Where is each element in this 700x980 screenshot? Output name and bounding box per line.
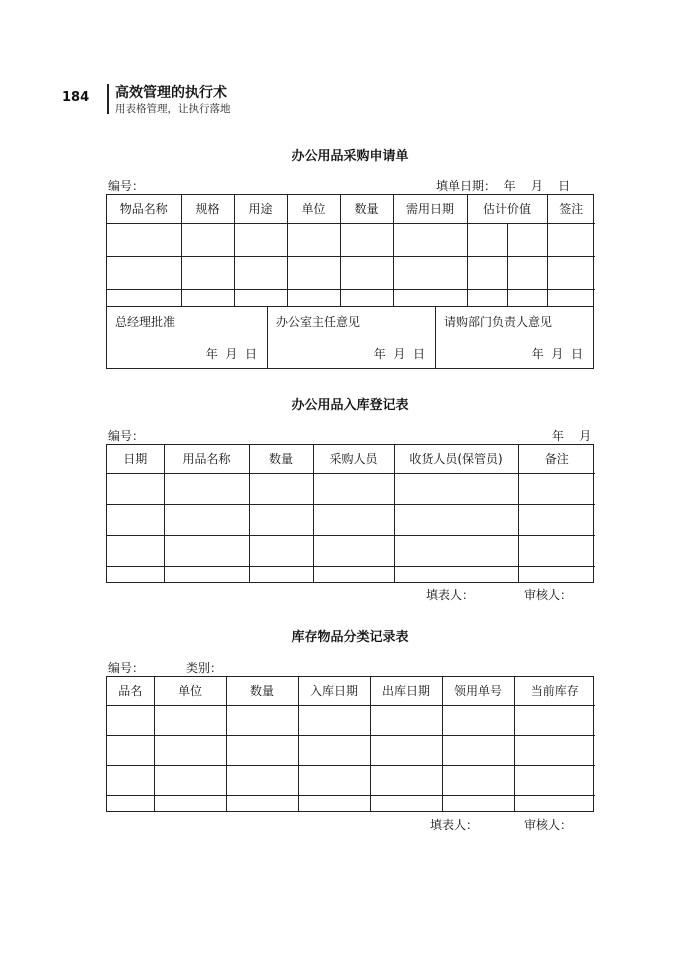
form2-cell[interactable] (518, 535, 595, 566)
form3-cell[interactable] (370, 766, 442, 796)
form3-col-header: 数量 (226, 677, 298, 705)
form1-col-header: 单位 (287, 195, 340, 223)
form1-cell[interactable] (234, 256, 287, 289)
form1-cell[interactable] (181, 289, 234, 306)
form2-col-header: 备注 (518, 445, 595, 473)
form3-col-header: 当前库存 (514, 677, 595, 705)
form1-col-header: 签注 (547, 195, 595, 223)
form2-cell[interactable] (313, 473, 394, 504)
form3-cell[interactable] (226, 766, 298, 796)
form1-cell[interactable] (507, 223, 547, 256)
approval-office-director[interactable] (268, 306, 436, 368)
form1-cell[interactable] (287, 256, 340, 289)
form2-cell[interactable] (164, 566, 249, 582)
form1-cell[interactable] (547, 289, 595, 306)
form2-col-header: 用品名称 (164, 445, 249, 473)
form3-cell[interactable] (370, 796, 442, 811)
form2-col-header: 日期 (107, 445, 164, 473)
form2-col-header: 数量 (249, 445, 313, 473)
form2-cell[interactable] (249, 504, 313, 535)
form1-date-label: 填单日期： 年 月 日 (436, 179, 571, 193)
form1-cell[interactable] (393, 289, 467, 306)
form3-header-row (107, 677, 595, 705)
form1-cell[interactable] (507, 256, 547, 289)
form3-blank-row (107, 735, 595, 765)
form1-cell[interactable] (467, 223, 507, 256)
form1-approval-section (106, 306, 594, 369)
form1-cell[interactable] (107, 223, 181, 256)
form3-cell[interactable] (226, 796, 298, 811)
form2-filler-label: 填表人： (426, 588, 475, 602)
form2-cell[interactable] (313, 535, 394, 566)
approval-date: 年 月 日 (205, 347, 257, 361)
book-subtitle: 用表格管理，让执行落地 (115, 103, 231, 115)
form1-table (106, 194, 594, 307)
form3-cell[interactable] (370, 705, 442, 735)
form3-category-label: 类别： (186, 661, 223, 675)
form2-cell[interactable] (394, 504, 518, 535)
form3-col-header: 出库日期 (370, 677, 442, 705)
form2-cell[interactable] (107, 473, 164, 504)
form2-blank-row (107, 473, 595, 504)
form1-cell[interactable] (287, 289, 340, 306)
form1-blank-row (107, 289, 595, 306)
form3-title: 库存物品分类记录表 (291, 630, 409, 645)
form3-cell[interactable] (370, 735, 442, 765)
form2-title: 办公用品入库登记表 (291, 398, 409, 413)
approval-department-head[interactable] (436, 306, 593, 368)
form1-cell[interactable] (340, 289, 393, 306)
form1-blank-row (107, 256, 595, 289)
form1-blank-row (107, 223, 595, 256)
form1-cell[interactable] (507, 289, 547, 306)
form2-cell[interactable] (249, 566, 313, 582)
form3-blank-row (107, 766, 595, 796)
form2-cell[interactable] (249, 535, 313, 566)
form2-cell[interactable] (394, 535, 518, 566)
form2-cell[interactable] (518, 473, 595, 504)
form3-reviewer-label: 审核人： (524, 818, 573, 832)
form1-cell[interactable] (181, 256, 234, 289)
form3-cell[interactable] (298, 766, 370, 796)
form2-blank-row (107, 566, 595, 582)
form1-col-header: 规格 (181, 195, 234, 223)
form1-cell[interactable] (340, 223, 393, 256)
form2-col-header: 收货人员(保管员) (394, 445, 518, 473)
form1-cell[interactable] (181, 223, 234, 256)
form1-col-header: 数量 (340, 195, 393, 223)
form3-cell[interactable] (154, 735, 226, 765)
form3-cell[interactable] (154, 705, 226, 735)
form2-cell[interactable] (107, 504, 164, 535)
form1-cell[interactable] (287, 223, 340, 256)
form1-cell[interactable] (393, 223, 467, 256)
form3-blank-row (107, 705, 595, 735)
page-number: 184 (62, 90, 90, 105)
form3-filler-label: 填表人： (430, 818, 479, 832)
approval-label: 请购部门负责人意见 (444, 315, 553, 329)
form3-col-header: 入库日期 (298, 677, 370, 705)
form1-title: 办公用品采购申请单 (291, 149, 409, 164)
form2-cell[interactable] (518, 566, 595, 582)
form2-cell[interactable] (107, 535, 164, 566)
form2-cell[interactable] (164, 504, 249, 535)
form2-cell[interactable] (313, 566, 394, 582)
form3-cell[interactable] (154, 796, 226, 811)
form3-cell[interactable] (154, 766, 226, 796)
form3-number-label: 编号： (108, 661, 145, 675)
form3-cell[interactable] (442, 735, 514, 765)
form2-col-header: 采购人员 (313, 445, 394, 473)
form2-blank-row (107, 504, 595, 535)
form1-cell[interactable] (467, 256, 507, 289)
form3-col-header: 单位 (154, 677, 226, 705)
form3-cell[interactable] (107, 735, 154, 765)
form1-cell[interactable] (547, 256, 595, 289)
form1-cell[interactable] (547, 223, 595, 256)
form3-cell[interactable] (514, 796, 595, 811)
form3-cell[interactable] (514, 735, 595, 765)
form3-cell[interactable] (107, 796, 154, 811)
form2-reviewer-label: 审核人： (524, 588, 573, 602)
header-divider (107, 84, 109, 114)
form1-header-row (107, 195, 595, 223)
form3-cell[interactable] (226, 735, 298, 765)
form3-cell[interactable] (298, 705, 370, 735)
form2-cell[interactable] (394, 473, 518, 504)
form2-header-row (107, 445, 595, 473)
form2-cell[interactable] (164, 535, 249, 566)
form3-cell[interactable] (107, 705, 154, 735)
form2-date-label: 年 月 (552, 429, 592, 443)
form2-cell[interactable] (107, 566, 164, 582)
form1-cell[interactable] (234, 223, 287, 256)
form1-cell[interactable] (107, 289, 181, 306)
form3-cell[interactable] (298, 735, 370, 765)
form3-cell[interactable] (107, 766, 154, 796)
form1-cell[interactable] (340, 256, 393, 289)
form1-number-label: 编号： (108, 179, 145, 193)
form1-cell[interactable] (107, 256, 181, 289)
form1-cell[interactable] (467, 289, 507, 306)
form2-blank-row (107, 535, 595, 566)
form3-col-header: 领用单号 (442, 677, 514, 705)
form2-cell[interactable] (394, 566, 518, 582)
form2-table (106, 444, 594, 583)
form2-number-label: 编号： (108, 429, 145, 443)
form2-cell[interactable] (518, 504, 595, 535)
form3-cell[interactable] (226, 705, 298, 735)
form1-col-header: 需用日期 (393, 195, 467, 223)
form1-col-header: 估计价值 (467, 195, 547, 223)
form2-cell[interactable] (313, 504, 394, 535)
form3-cell[interactable] (514, 766, 595, 796)
approval-date: 年 月 日 (531, 347, 583, 361)
form3-table (106, 676, 594, 812)
form1-cell[interactable] (234, 289, 287, 306)
approval-label: 办公室主任意见 (276, 315, 361, 329)
book-title: 高效管理的执行术 (115, 85, 227, 101)
form1-col-header: 物品名称 (107, 195, 181, 223)
approval-date: 年 月 日 (373, 347, 425, 361)
form3-cell[interactable] (442, 796, 514, 811)
form3-cell[interactable] (514, 705, 595, 735)
form1-col-header: 用途 (234, 195, 287, 223)
form2-cell[interactable] (164, 473, 249, 504)
approval-general-manager[interactable] (107, 306, 268, 368)
form3-col-header: 品名 (107, 677, 154, 705)
approval-label: 总经理批准 (115, 315, 176, 329)
form1-cell[interactable] (393, 256, 467, 289)
form3-blank-row (107, 796, 595, 811)
form3-cell[interactable] (298, 796, 370, 811)
form3-cell[interactable] (442, 766, 514, 796)
form2-cell[interactable] (249, 473, 313, 504)
form3-cell[interactable] (442, 705, 514, 735)
